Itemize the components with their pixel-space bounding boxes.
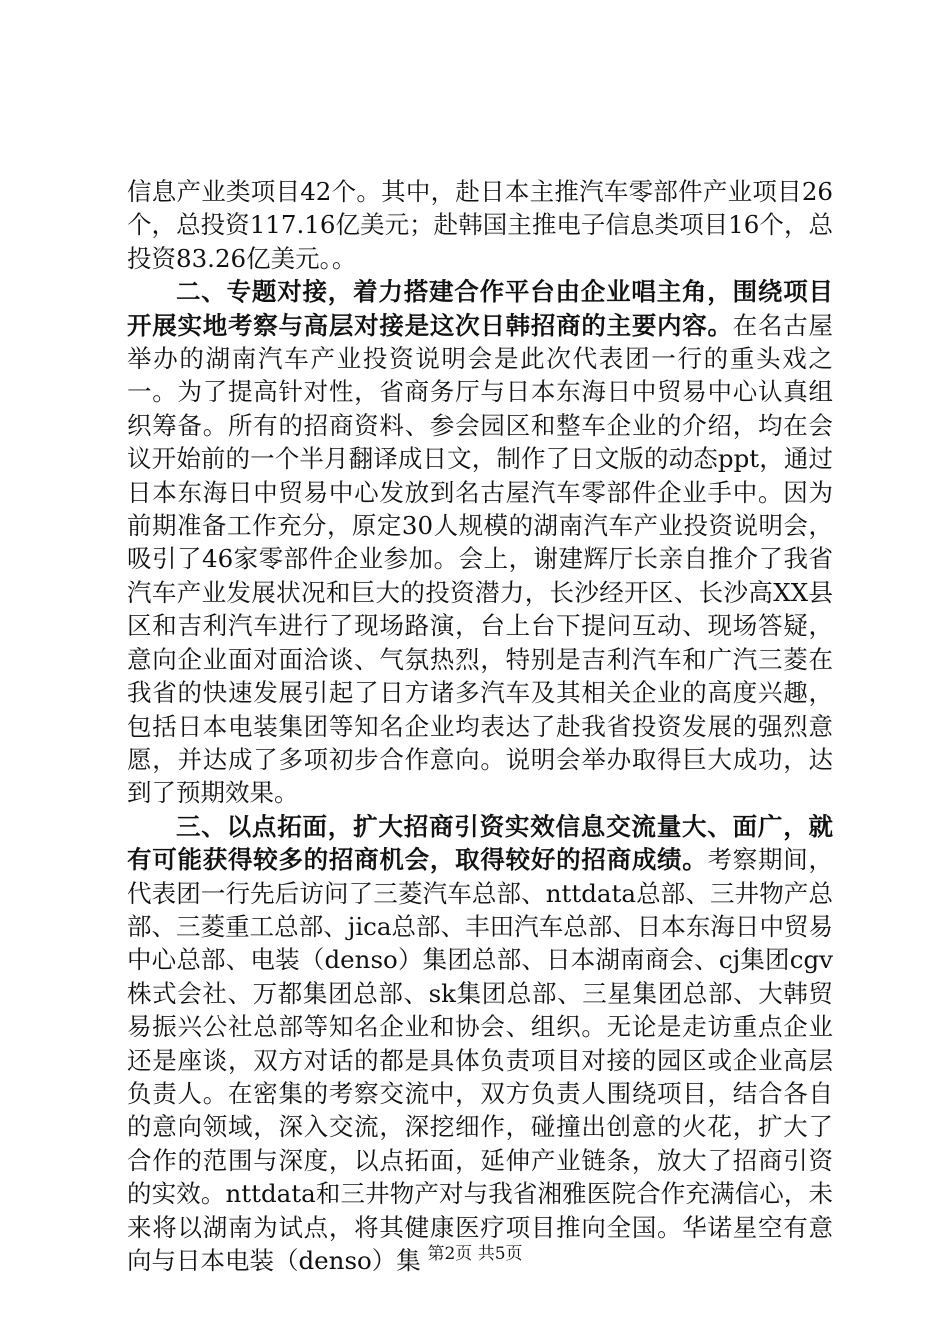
paragraph-text: 信息产业类项目42个。其中，赴日本主推汽车零部件产业项目26个，总投资117.16亿美元；赴韩国主推电子信息类项目16个，总投资83.26亿美元。。 bbox=[127, 177, 833, 273]
paragraph-section-two bbox=[127, 275, 833, 810]
paragraph-text: 考察期间，代表团一行先后访问了三菱汽车总部、nttdata总部、三井物产总部、三菱重工总部、jica总部、丰田汽车总部、日本东海日中贸易中心总部、电装（denso）集团总部、日本湖南商会、cj集团cgv株式会社、万都集团总部、sk集团总部、三星集团总部、大韩贸易振兴公社总部等知名企业和协会、组织。无论是走访重点企业还是座谈，双方对话的都是具体负责项目对接的园区或企业高层负责人。在密集的考察交流中，双方负责人围绕项目，结合各自的意向领域，深入交流，深挖细作，碰撞出创意的火花，扩大了合作的范围与深度，以点拓面，延伸产业链条，放大了招商引资的实效。nttdata和三井物产对与我省湘雅医院合作充满信心，未来将以湖南为试点，将其健康医疗项目推向全国。华诺星空有意向与日本电装（denso）集 bbox=[127, 845, 834, 1275]
paragraph-section-three bbox=[127, 810, 833, 1278]
paragraph-text: 在名古屋举办的湖南汽车产业投资说明会是此次代表团一行的重头戏之一。为了提高针对性，省商务厅与日本东海日中贸易中心认真组织筹备。所有的招商资料、参会园区和整车企业的介绍，均在会议开始前的一个半月翻译成日文，制作了日文版的动态ppt，通过日本东海日中贸易中心发放到名古屋汽车零部件企业手中。因为前期准备工作充分，原定30人规模的湖南汽车产业投资说明会，吸引了46家零部件企业参加。会上，谢建辉厅长亲自推介了我省汽车产业发展状况和巨大的投资潜力，长沙经开区、长沙高XX县区和吉利汽车进行了现场路演，台上台下提问互动、现场答疑，意向企业面对面洽谈、气氛热烈，特别是吉利汽车和广汽三菱在我省的快速发展引起了日方诸多汽车及其相关企业的高度兴趣，包括日本电装集团等知名企业均表达了赴我省投资发展的强烈意愿，并达成了多项初步合作意向。说明会举办取得巨大成功，达到了预期效果。 bbox=[127, 310, 834, 808]
paragraph-continuation bbox=[127, 175, 833, 275]
section-heading-three: 三、以点拓面，扩大招商引资实效信息交流量大、面广，就有可能获得较多的招商机会，取得较好的招商成绩。 bbox=[127, 811, 833, 875]
document-body bbox=[127, 175, 833, 1277]
page-footer: 第2页 共5页 bbox=[427, 1244, 523, 1264]
section-heading-two: 二、专题对接，着力搭建合作平台由企业唱主角，围绕项目开展实地考察与高层对接是这次日韩招商的主要内容。 bbox=[127, 277, 833, 340]
